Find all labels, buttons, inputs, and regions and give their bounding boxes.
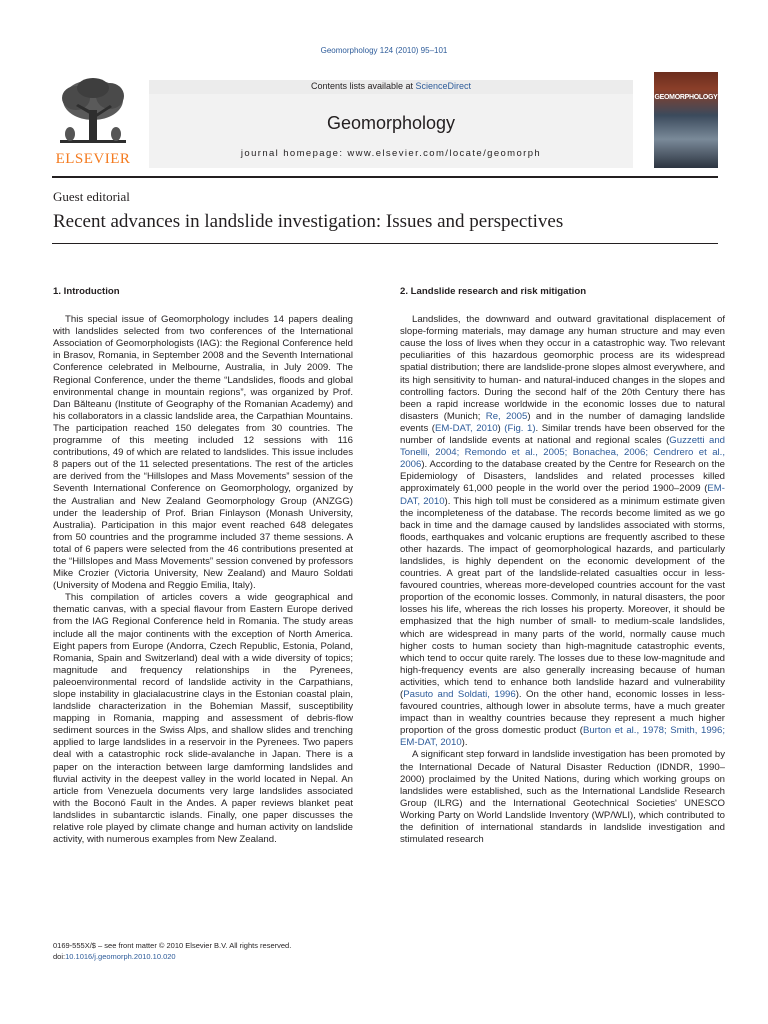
citation-link[interactable]: Re, 2005 xyxy=(485,410,528,422)
citation-link[interactable]: Burton et al., 1978; Smith, 1996; EM-DAT, 2010 xyxy=(400,725,725,749)
sciencedirect-link[interactable]: ScienceDirect xyxy=(415,81,472,91)
landslide-paragraph-2: A significant step forward in landslide investigation has been promoted by the International Decade of Natural Disaster Reduction (IDNDR, 1990–2000) proclaimed by the United Nations, during which working groups on landslides were established, such as the International Landslide Research Group (ILRG) and the International Geotechnical Societies' UNESCO Working Party on World Landslide Inventory (WP/WLI), which contributed to the definition of international standards in landslide investigation and stimulated research xyxy=(400,749,725,846)
title-divider xyxy=(52,243,718,244)
issn-line: 0169-555X/$ – see front matter © 2010 Elsevier B.V. All rights reserved. xyxy=(53,941,292,950)
journal-cover-image xyxy=(654,72,718,168)
article-title: Recent advances in landslide investigation: Issues and perspectives xyxy=(53,211,564,232)
citation-link[interactable]: Pasuto and Soldati, 1996 xyxy=(403,689,516,700)
contents-line xyxy=(149,81,633,91)
elsevier-logo xyxy=(52,76,134,168)
citation-link[interactable]: EM-DAT, 2010 xyxy=(435,422,498,434)
doi-line: doi:10.1016/j.geomorph.2010.10.020 xyxy=(53,952,176,961)
intro-paragraph-2: This compilation of articles covers a wide geographical and thematic canvas, with a special flavour from Eastern Europe derived from the IAG Regional Conference held in Romania. The study areas include all the major continents with the exception of North America. Eight papers from Europe (Andorra, Czech Republic, Estonia, Poland, Romania, Spain and Switzerland) deal with a wide diversity of topics; magnitude and frequency relationships in the Pyrenees, paleoenvironmental record of landslide activity in the Carpathians, slope instability in glacialacustrine clays in the Estonian coastal plain, landslide characterization in the Bohemian Massif, susceptibility mapping in Romania, mapping and assessment of debris-flow sediment sources in the Swiss Alps, and shallow slides and trenching applied to large landslides in a reservoir in the Pyrenees. Two papers deal with a catastrophic rock slide-avalanche in Japan. There is a paper on the interaction between large damforming landslides and fluvial activity in the deepest valley in the world located in Nepal. An article from Venezuela documents very large landslides associated with the Boconó Fault in the Andes. A paper reviews blanket peat landslides in subantarctic islands. Finally, one paper discusses the relative role played by climate change and human activity on landslide activity, with numerous examples from New Zealand. xyxy=(53,592,353,846)
contents-prefix: Contents lists available at xyxy=(310,81,416,91)
left-column xyxy=(53,286,353,846)
journal-name: Geomorphology xyxy=(326,113,456,133)
section-heading-introduction: 1. Introduction xyxy=(53,286,120,297)
citation-link[interactable]: Guzzetti and Tonelli, 2004; Remondo et al., 2005; Bonachea, 2006; Cendrero et al., 2006 xyxy=(400,435,725,471)
elsevier-tree-icon xyxy=(52,76,134,150)
elsevier-wordmark: ELSEVIER xyxy=(55,151,131,167)
journal-banner xyxy=(149,80,633,168)
doi-link[interactable]: 10.1016/j.geomorph.2010.10.020 xyxy=(65,952,176,961)
article-type: Guest editorial xyxy=(53,189,130,204)
landslide-paragraph-1: Landslides, the downward and outward gravitational displacement of slope-forming materials, may damage any human structure and may even cause the loss of lives when they occur in a catastrophic way. Two relevant peculiarities of this hazardous geomorphic process are its widespread spatial distribution; there are landslide-prone slopes almost everywhere, and its high sensitivity to human- and natural-induced changes in the slopes and controlling factors. During the second half of the 20th Century there has been a rapid increase worldwide in the economic losses due to natural disasters (Munich; Re, 2005) and in the number of damaging landslide events (EM-DAT, 2010) (Fig. 1). Similar trends have been observed for the number of landslide events at national and regional scales (Guzzetti and Tonelli, 2004; Remondo et al., 2005; Bonachea, 2006; Cendrero et al., 2006). According to the database created by the Centre for Research on the Epidemiology of Disasters, landslides and related processes killed approximately 61,000 people in the world over the period 1900–2009 (EM-DAT, 2010). This high toll must be considered as a minimum estimate given the incompleteness of the database. The records become limited as we go back in time and the damage caused by landslides associated with storms, floods, earthquakes and volcanic eruptions are frequently ascribed to these other hazards. The impact of geomorphological hazards, and particularly landslides, is highly dependent on the economic development of the countries. A great part of the landslide-related casualties occur in less-favoured countries, whereas more-developed countries account for the vast proportion of the economic losses. Commonly, in natural disasters, the poor losses his life, whereas the rich losses his property. Moreover, it should be emphasized that the high number of small- to medium-scale landslides, which are widespread in many parts of the world, normally cause much higher costs to human society than high-magnitude catastrophic events, which tend to occur quite rarely. The losses due to these low-magnitude and high-frequency events are also generally increasing because of human activities, which tend to enhance both landslide hazard and vulnerability (Pasuto and Soldati, 1996). On the other hand, economic losses in less-favoured countries, although lower in absolute terms, have a much greater impact than in wealthy countries because they represent a much higher proportion of the gross domestic product (Burton et al., 1978; Smith, 1996; EM-DAT, 2010). xyxy=(400,314,726,749)
right-column xyxy=(400,286,725,846)
citation-link[interactable]: EM-DAT, 2010 xyxy=(400,483,725,507)
page-footer xyxy=(53,940,291,962)
figure-link[interactable]: (Fig. 1) xyxy=(504,422,536,434)
intro-paragraph-1: This special issue of Geomorphology includes 14 papers dealing with landslides selected from two conferences of the International Association of Geomorphologists (IAG): the Regional Conference held in Brasov, Romania, in September 2008 and the Seventh International Conference celebrated in Melbourne, Australia, in July 2009. The Regional Conference, under the theme “Landslides, floods and global environmental change in mountain regions”, was organized by Prof. Dan Bălteanu (Institute of Geography of the Romanian Academy) and his collaborators in a classic landslide area, the Carpathian Mountains. The participation reached 150 delegates from 30 countries. The programme of this meeting included 12 sessions with 116 contributions, 49 of which are related to landslides. This issue includes 8 papers out of the 11 selected presentations. The rest of the articles are derived from the “Hillslopes and Mass Movements” session of the Seventh International Conference on Geomorphology, organized by the Australian and New Zealand Geomorphology Group (ANZGG) under the leadership of Prof. Brian Finlayson (Monash University, Australia). Participation in this major event reached 648 delegates from 50 countries and the programme included 37 theme sessions. A total of 6 papers were selected from the 46 contributions presented at the “Hillslopes and Mass Movements” session convened by professors Mike Crozier (Victoria University, New Zealand) and Mauro Soldati (University of Modena and Reggio Emilia, Italy). xyxy=(53,314,353,592)
section-heading-landslide-research: 2. Landslide research and risk mitigation xyxy=(400,286,587,297)
journal-citation[interactable]: Geomorphology 124 (2010) 95–101 xyxy=(320,46,448,55)
journal-homepage[interactable]: journal homepage: www.elsevier.com/locate/geomorph xyxy=(240,148,542,159)
header-divider xyxy=(52,176,718,178)
cover-title: GEOMORPHOLOGY xyxy=(654,94,718,101)
